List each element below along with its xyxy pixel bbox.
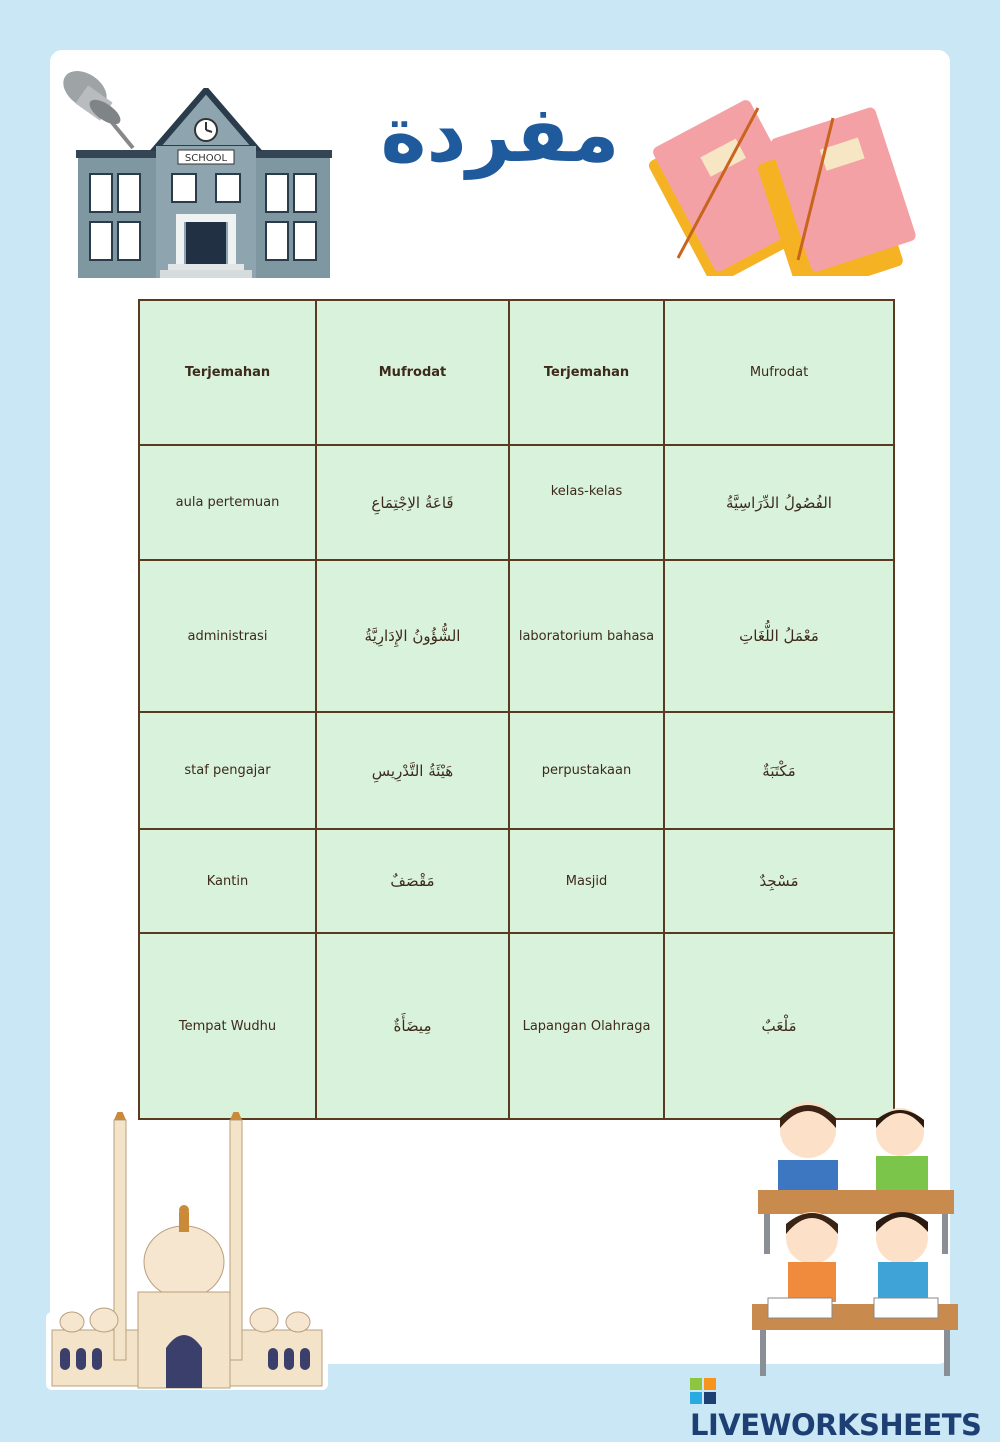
cell-translation: perpustakaan <box>509 712 664 829</box>
cell-arabic-word: الفُصُولُ الدِّرَاسِيَّةُ <box>664 445 894 560</box>
cell-translation: Lapangan Olahraga <box>509 933 664 1119</box>
cell-translation: Masjid <box>509 829 664 933</box>
cell-arabic-word: مَعْمَلُ اللُّغَاتِ <box>664 560 894 712</box>
brand-name: LIVEWORKSHEETS <box>690 1408 982 1442</box>
header-terjemahan: Terjemahan <box>509 300 664 445</box>
header-mufrodat: Mufrodat <box>316 300 509 445</box>
liveworksheets-brand <box>690 1374 990 1442</box>
cell-translation: Tempat Wudhu <box>139 933 316 1119</box>
cell-arabic-word: مَكْتَبَةٌ <box>664 712 894 829</box>
cell-translation: laboratorium bahasa <box>509 560 664 712</box>
cell-translation: Kantin <box>139 829 316 933</box>
students-icon <box>748 1098 962 1380</box>
cell-translation: aula pertemuan <box>139 445 316 560</box>
liveworksheets-logo-icon <box>690 1378 716 1404</box>
page-title: مفردة <box>380 90 620 180</box>
table-row <box>139 445 894 560</box>
table-header-row <box>139 300 894 445</box>
mosque-icon <box>42 1112 332 1392</box>
cell-arabic-word: مَقْصَفٌ <box>316 829 509 933</box>
cell-arabic-word: مَلْعَبٌ <box>664 933 894 1119</box>
svg-text:SCHOOL: SCHOOL <box>184 153 228 164</box>
cell-translation: kelas-kelas <box>509 445 664 560</box>
notebooks-icon <box>648 88 924 276</box>
cell-arabic-word: الشُّؤُونُ الإِدَارِيَّةُ <box>316 560 509 712</box>
table-row <box>139 560 894 712</box>
cell-translation: staf pengajar <box>139 712 316 829</box>
header-mufrodat: Mufrodat <box>664 300 894 445</box>
cell-translation: administrasi <box>139 560 316 712</box>
cell-arabic-word: مَسْجِدٌ <box>664 829 894 933</box>
header-terjemahan: Terjemahan <box>139 300 316 445</box>
vocabulary-table <box>138 299 895 1120</box>
table-row <box>139 829 894 933</box>
cell-arabic-word: هَيْئَةُ التَّدْرِيسِ <box>316 712 509 829</box>
table-row <box>139 712 894 829</box>
cell-arabic-word: قَاعَةُ الاِجْتِمَاعِ <box>316 445 509 560</box>
school-building-icon <box>76 88 334 280</box>
table-row <box>139 933 894 1119</box>
cell-arabic-word: مِيضَأَةٌ <box>316 933 509 1119</box>
